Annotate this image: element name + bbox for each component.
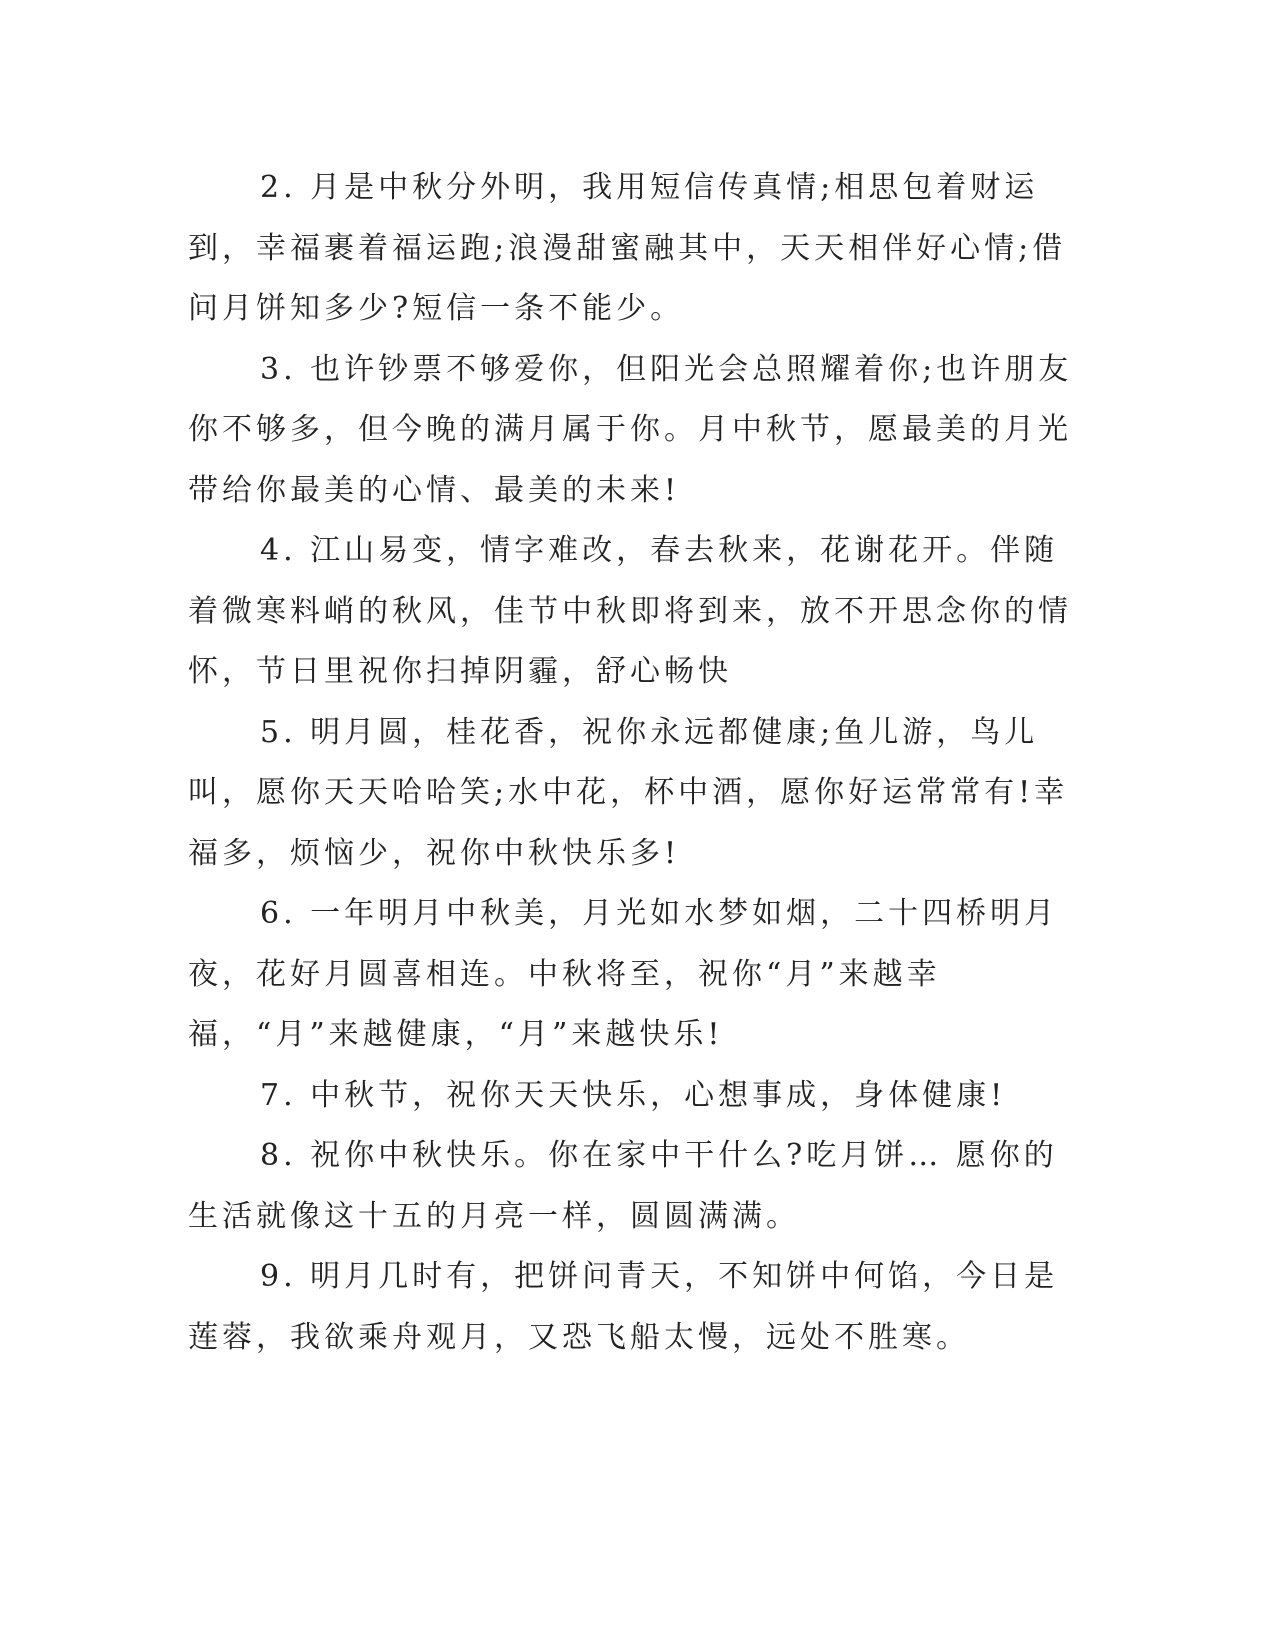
paragraph-3: 3. 也许钞票不够爱你，但阳光会总照耀着你;也许朋友你不够多，但今晚的满月属于你。月中秋节，愿最美的月光带给你最美的心情、最美的未来! [188, 351, 1073, 508]
paragraph-4: 4. 江山易变，情字难改，春去秋来，花谢花开。伴随着微寒料峭的秋风，佳节中秋即将到来，放不开思念你的情怀，节日里祝你扫掉阴霾，舒心畅快 [188, 533, 1072, 689]
paragraph-2: 2. 月是中秋分外明，我用短信传真情;相思包着财运到，幸福裹着福运跑;浪漫甜蜜融其中，天天相伴好心情;借问月饼知多少?短信一条不能少。 [188, 170, 1067, 326]
paragraph-9: 9. 明月几时有，把饼问青天，不知饼中何馅，今日是莲蓉，我欲乘舟观月，又恐飞船太慢，远处不胜寒。 [188, 1259, 1059, 1355]
paragraph-8: 8. 祝你中秋快乐。你在家中干什么?吃月饼… 愿你的生活就像这十五的月亮一样，圆圆满满。 [188, 1138, 1058, 1234]
paragraph-5: 5. 明月圆，桂花香，祝你永远都健康;鱼儿游，鸟儿叫，愿你天天哈哈笑;水中花，杯中酒，愿你好运常常有!幸福多，烦恼少，祝你中秋快乐多! [188, 714, 1069, 871]
document-body [188, 158, 1078, 1368]
paragraph-7: 7. 中秋节，祝你天天快乐，心想事成，身体健康! [260, 1077, 1007, 1113]
paragraph-6: 6. 一年明月中秋美，月光如水梦如烟，二十四桥明月夜，花好月圆喜相连。中秋将至，祝你“月”来越幸福，“月”来越健康，“月”来越快乐! [188, 896, 1059, 1052]
